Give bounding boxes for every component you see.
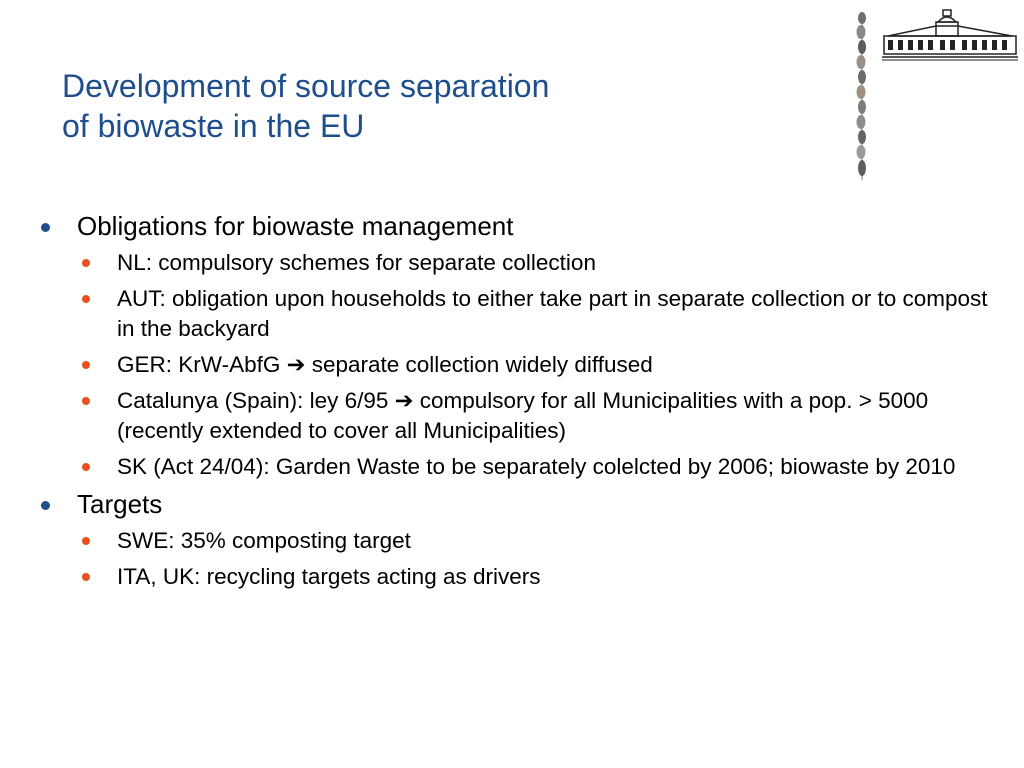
bullet-dot-icon (41, 501, 50, 510)
title-line-1: Development of source separation (62, 68, 550, 104)
bullet-item (40, 488, 1000, 520)
sub-bullet-text: NL: compulsory schemes for separate collection (117, 250, 596, 275)
bullet-text: Targets (77, 489, 163, 519)
sub-bullet-text: ITA, UK: recycling targets acting as drivers (117, 564, 541, 589)
bullet-list (40, 210, 1000, 598)
sub-bullet-text: SK (Act 24/04): Garden Waste to be separately colelcted by 2006; biowaste by 2010 (117, 454, 956, 479)
sub-bullet-text: SWE: 35% composting target (117, 528, 411, 553)
sub-bullet-dot-icon (82, 463, 90, 471)
bullet-text: Obligations for biowaste management (77, 211, 514, 241)
bullet-group-targets (40, 488, 1000, 592)
sub-bullet-item (40, 526, 1000, 556)
sub-bullet-text: AUT: obligation upon households to either take part in separate collection or to compost in the backyard (117, 286, 988, 341)
sub-bullet-dot-icon (82, 295, 90, 303)
sub-bullet-item (40, 562, 1000, 592)
sub-bullet-dot-icon (82, 361, 90, 369)
beads-column-icon (852, 12, 872, 180)
sub-bullet-item (40, 350, 1000, 380)
sub-bullet-item (40, 284, 1000, 344)
sub-bullet-dot-icon (82, 397, 90, 405)
sub-bullet-text: Catalunya (Spain): ley 6/95 ➔ compulsory for all Municipalities with a pop. > 5000 (recently extended to cover all Municipalities) (117, 388, 929, 443)
building-logo-icon (880, 8, 1020, 64)
slide-title (62, 66, 802, 146)
bullet-dot-icon (41, 223, 50, 232)
sub-bullet-item (40, 452, 1000, 482)
sub-bullet-text: GER: KrW-AbfG ➔ separate collection widely diffused (117, 352, 653, 377)
bullet-item (40, 210, 1000, 242)
sub-bullet-dot-icon (82, 573, 90, 581)
title-line-2: of biowaste in the EU (62, 108, 365, 144)
bullet-group-obligations (40, 210, 1000, 482)
sub-bullet-item (40, 248, 1000, 278)
sub-bullet-dot-icon (82, 537, 90, 545)
sub-bullet-dot-icon (82, 259, 90, 267)
sub-bullet-item (40, 386, 1000, 446)
